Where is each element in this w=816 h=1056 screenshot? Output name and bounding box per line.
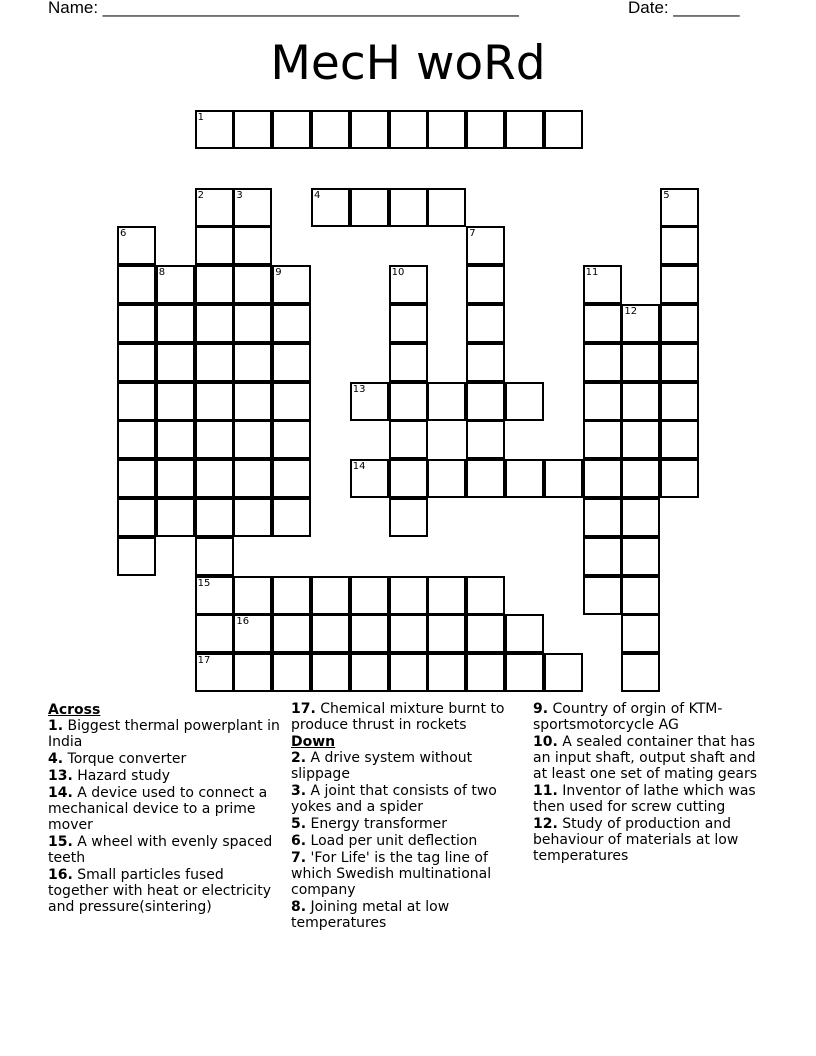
date-field-label: Date: _______	[628, 0, 740, 17]
grid-cell[interactable]	[621, 420, 660, 459]
grid-cell[interactable]	[195, 498, 234, 537]
grid-cell[interactable]	[350, 459, 389, 498]
clue-number: 17	[197, 655, 211, 667]
grid-cell[interactable]	[621, 614, 660, 653]
grid-cell[interactable]	[117, 420, 156, 459]
grid-cell[interactable]	[389, 265, 428, 304]
grid-cell[interactable]	[505, 653, 544, 692]
grid-cell[interactable]	[272, 498, 311, 537]
clue-number: 7	[469, 228, 476, 240]
grid-cell[interactable]	[427, 188, 466, 227]
grid-cell[interactable]	[583, 537, 622, 576]
grid-cell[interactable]	[195, 110, 234, 149]
grid-cell[interactable]	[156, 459, 195, 498]
name-field-label: Name: ____________________________________________	[48, 0, 519, 17]
grid-cell[interactable]	[466, 420, 505, 459]
page-title: MecH woRd	[270, 36, 546, 91]
grid-cell[interactable]	[621, 304, 660, 343]
grid-cell[interactable]	[427, 382, 466, 421]
grid-cell[interactable]	[195, 653, 234, 692]
grid-cell[interactable]	[117, 343, 156, 382]
grid-cell[interactable]	[156, 343, 195, 382]
grid-cell[interactable]	[505, 614, 544, 653]
grid-cell[interactable]	[427, 653, 466, 692]
grid-cell[interactable]	[621, 653, 660, 692]
grid-cell[interactable]	[195, 614, 234, 653]
grid-cell[interactable]	[156, 265, 195, 304]
grid-cell[interactable]	[583, 576, 622, 615]
grid-cell[interactable]	[311, 653, 350, 692]
clue-down-8: 8. Joining metal at low temperatures	[291, 899, 450, 931]
grid-cell[interactable]	[233, 653, 272, 692]
grid-cell[interactable]	[544, 459, 583, 498]
grid-cell[interactable]	[233, 226, 272, 265]
grid-cell[interactable]	[466, 343, 505, 382]
clue-across-16: 16. Small particles fused together with heat or electricity and pressure(sintering)	[48, 867, 271, 915]
grid-cell[interactable]	[660, 304, 699, 343]
grid-cell[interactable]	[195, 459, 234, 498]
clue-down-11: 11. Inventor of lathe which was then used for screw cutting	[533, 783, 756, 815]
grid-cell[interactable]	[466, 110, 505, 149]
grid-cell[interactable]	[272, 576, 311, 615]
grid-cell[interactable]	[195, 265, 234, 304]
clue-number: 5	[663, 189, 670, 201]
grid-cell[interactable]	[272, 343, 311, 382]
grid-cell[interactable]	[427, 110, 466, 149]
grid-cell[interactable]	[583, 382, 622, 421]
grid-cell[interactable]	[583, 498, 622, 537]
clue-number: 15	[197, 577, 211, 589]
grid-cell[interactable]	[272, 459, 311, 498]
grid-cell[interactable]	[195, 382, 234, 421]
grid-cell[interactable]	[544, 653, 583, 692]
grid-cell[interactable]	[195, 537, 234, 576]
grid-cell[interactable]	[389, 614, 428, 653]
grid-cell[interactable]	[389, 304, 428, 343]
clue-number: 14	[352, 461, 366, 473]
grid-cell[interactable]	[311, 614, 350, 653]
grid-cell[interactable]	[233, 614, 272, 653]
grid-cell[interactable]	[466, 304, 505, 343]
grid-cell[interactable]	[466, 265, 505, 304]
clue-number: 12	[624, 306, 638, 317]
grid-cell[interactable]	[660, 226, 699, 265]
grid-cell[interactable]	[389, 420, 428, 459]
grid-cell[interactable]	[233, 343, 272, 382]
grid-cell[interactable]	[389, 188, 428, 227]
clue-number: 13	[352, 383, 366, 395]
clue-down-3: 3. A joint that consists of two yokes and a spider	[291, 783, 497, 815]
grid-cell[interactable]	[544, 110, 583, 149]
grid-cell[interactable]	[195, 188, 234, 227]
grid-cell[interactable]	[389, 343, 428, 382]
grid-cell[interactable]	[233, 265, 272, 304]
grid-cell[interactable]	[389, 576, 428, 615]
clue-number: 11	[585, 267, 599, 279]
grid-cell[interactable]	[427, 614, 466, 653]
grid-cell[interactable]	[156, 498, 195, 537]
grid-cell[interactable]	[233, 110, 272, 149]
grid-cell[interactable]	[583, 265, 622, 304]
grid-cell[interactable]	[621, 537, 660, 576]
grid-cell[interactable]	[195, 576, 234, 615]
grid-cell[interactable]	[350, 653, 389, 692]
clue-across-15: 15. A wheel with evenly spaced teeth	[48, 834, 273, 866]
grid-cell[interactable]	[505, 382, 544, 421]
grid-cell[interactable]	[621, 459, 660, 498]
grid-cell[interactable]	[621, 382, 660, 421]
grid-cell[interactable]	[233, 498, 272, 537]
clue-across-13: 13. Hazard study	[48, 768, 170, 784]
across-heading: Across	[48, 702, 101, 718]
clue-across-4: 4. Torque converter	[48, 751, 187, 767]
grid-cell[interactable]	[117, 498, 156, 537]
clues-column-1	[48, 701, 283, 916]
grid-cell[interactable]	[660, 459, 699, 498]
grid-cell[interactable]	[117, 537, 156, 576]
clues-column-2	[291, 701, 527, 932]
grid-cell[interactable]	[233, 420, 272, 459]
grid-cell[interactable]	[583, 459, 622, 498]
grid-cell[interactable]	[156, 420, 195, 459]
clue-across-1: 1. Biggest thermal powerplant in India	[48, 718, 280, 750]
grid-cell[interactable]	[233, 188, 272, 227]
grid-cell[interactable]	[466, 459, 505, 498]
grid-cell[interactable]	[350, 614, 389, 653]
grid-cell[interactable]	[117, 265, 156, 304]
grid-cell[interactable]	[466, 614, 505, 653]
grid-cell[interactable]	[350, 576, 389, 615]
grid-cell[interactable]	[233, 304, 272, 343]
grid-cell[interactable]	[389, 498, 428, 537]
grid-cell[interactable]	[350, 110, 389, 149]
grid-cell[interactable]	[389, 110, 428, 149]
grid-cell[interactable]	[233, 382, 272, 421]
grid-cell[interactable]	[156, 304, 195, 343]
clue-number: 2	[197, 189, 204, 201]
grid-cell[interactable]	[272, 653, 311, 692]
grid-cell[interactable]	[156, 382, 195, 421]
grid-cell[interactable]	[466, 382, 505, 421]
clue-number: 9	[275, 267, 282, 279]
clue-down-9: 9. Country of orgin of KTM-sportsmotorcycle AG	[533, 701, 723, 733]
grid-cell[interactable]	[272, 110, 311, 149]
clue-number: 8	[158, 267, 166, 279]
clue-number: 1	[197, 112, 204, 123]
grid-cell[interactable]	[427, 459, 466, 498]
grid-cell[interactable]	[660, 188, 699, 227]
grid-cell[interactable]	[272, 265, 311, 304]
clue-number: 16	[236, 616, 250, 628]
clue-down-10: 10. A sealed container that has an input shaft, output shaft and at least one set of mating gears	[533, 734, 758, 782]
grid-cell[interactable]	[117, 382, 156, 421]
down-heading: Down	[291, 734, 336, 750]
grid-cell[interactable]	[389, 653, 428, 692]
grid-cell[interactable]	[350, 382, 389, 421]
grid-cell[interactable]	[195, 226, 234, 265]
grid-cell[interactable]	[272, 382, 311, 421]
grid-cell[interactable]	[660, 265, 699, 304]
grid-cell[interactable]	[466, 576, 505, 615]
grid-cell[interactable]	[389, 459, 428, 498]
clues-column-3	[533, 701, 773, 865]
grid-cell[interactable]	[583, 420, 622, 459]
grid-cell[interactable]	[660, 343, 699, 382]
clue-number: 4	[314, 189, 321, 201]
grid-cell[interactable]	[272, 614, 311, 653]
grid-cell[interactable]	[117, 459, 156, 498]
grid-cell[interactable]	[311, 576, 350, 615]
grid-cell[interactable]	[505, 110, 544, 149]
grid-cell[interactable]	[466, 226, 505, 265]
grid-cell[interactable]	[621, 576, 660, 615]
clue-down-5: 5. Energy transformer	[291, 816, 447, 832]
clue-across-17: 17. Chemical mixture burnt to produce thrust in rockets	[291, 701, 505, 733]
grid-cell[interactable]	[660, 420, 699, 459]
grid-cell[interactable]	[583, 343, 622, 382]
clue-down-6: 6. Load per unit deflection	[291, 833, 478, 849]
grid-cell[interactable]	[660, 382, 699, 421]
grid-cell[interactable]	[389, 382, 428, 421]
clue-down-12: 12. Study of production and behaviour of materials at low temperatures	[533, 816, 739, 864]
grid-cell[interactable]	[427, 576, 466, 615]
grid-cell[interactable]	[466, 653, 505, 692]
grid-cell[interactable]	[621, 498, 660, 537]
grid-cell[interactable]	[117, 304, 156, 343]
clue-across-14: 14. A device used to connect a mechanical device to a prime mover	[48, 785, 268, 833]
grid-cell[interactable]	[621, 343, 660, 382]
grid-cell[interactable]	[350, 188, 389, 227]
clue-number: 3	[236, 189, 243, 201]
grid-cell[interactable]	[195, 304, 234, 343]
grid-cell[interactable]	[195, 343, 234, 382]
grid-cell[interactable]	[233, 459, 272, 498]
clue-number: 6	[120, 228, 127, 240]
grid-cell[interactable]	[117, 226, 156, 265]
grid-cell[interactable]	[505, 459, 544, 498]
clue-number: 10	[391, 267, 405, 279]
grid-cell[interactable]	[195, 420, 234, 459]
grid-cell[interactable]	[583, 304, 622, 343]
grid-cell[interactable]	[272, 304, 311, 343]
clue-down-2: 2. A drive system without slippage	[291, 750, 473, 782]
clue-down-7: 7. 'For Life' is the tag line of which Swedish multinational company	[291, 850, 492, 898]
grid-cell[interactable]	[272, 420, 311, 459]
grid-cell[interactable]	[311, 188, 350, 227]
grid-cell[interactable]	[311, 110, 350, 149]
grid-cell[interactable]	[233, 576, 272, 615]
